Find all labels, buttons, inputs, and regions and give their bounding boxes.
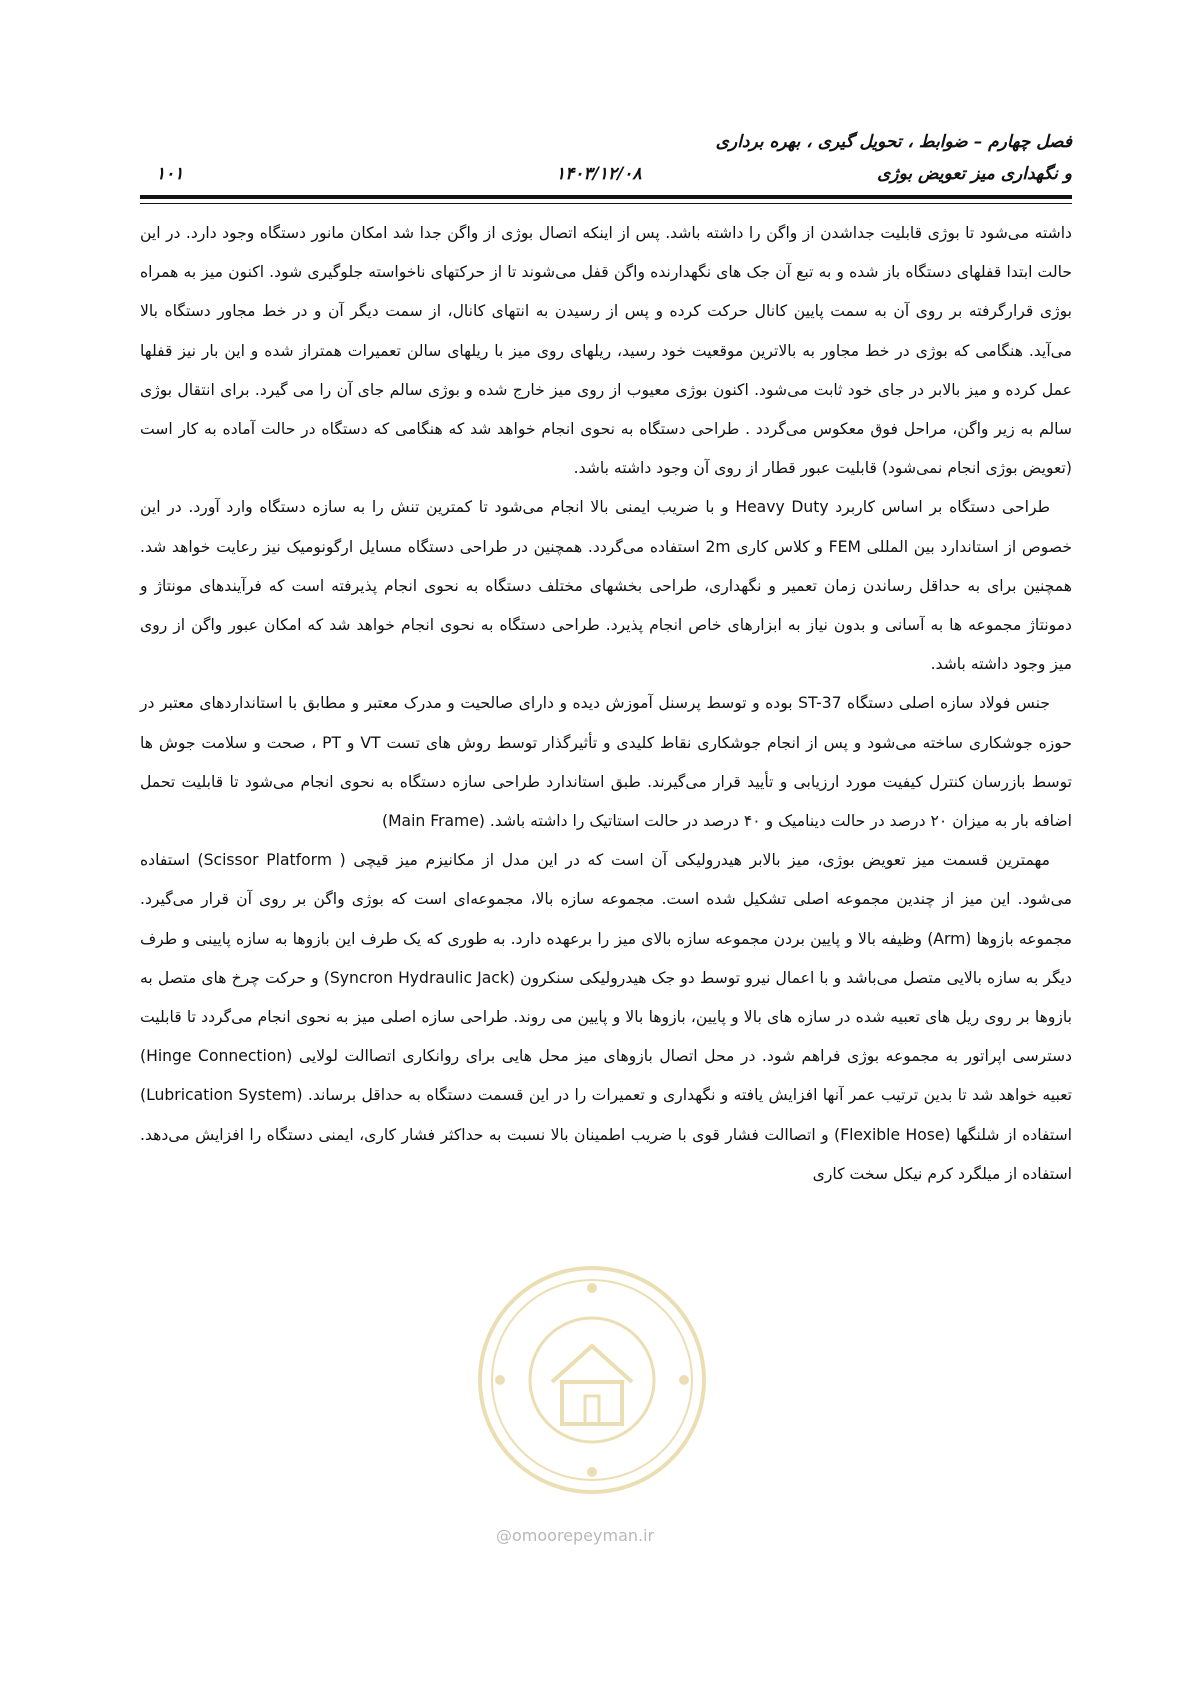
watermark-url: @omoorepeyman.ir [496,1526,655,1545]
watermark-seal-icon [474,1262,710,1498]
header-rule-thick [140,195,1072,199]
paragraph-2: طراحی دستگاه بر اساس کاربرد Heavy Duty و با ضریب ایمنی بالا انجام می‌شود تا کمترین تنش را به سازه دستگاه وارد آورد. در این خصوص از استاندارد بین المللی FEM و کلاس کاری 2m استفاده می‌گردد. همچنین در طراحی دستگاه مسایل ارگونومیک نیز رعایت خواهد شد. همچنین برای به حداقل رساندن زمان تعمیر و نگهداری، طراحی بخشهای مختلف دستگاه به نحوی انجام پذیرفته است که فرآیندهای مونتاژ و دمونتاژ مجموعه ها به آسانی و بدون نیاز به ابزارهای خاص انجام پذیرد. طراحی دستگاه به نحوی انجام خواهد شد که امکان عبور واگن از روی میز وجود داشته باشد. [140,498,1072,674]
header-title-line1: فصل چهارم – ضوابط ، تحویل گیری ، بهره برداری [715,132,1072,152]
paragraph-3: جنس فولاد سازه اصلی دستگاه ST-37 بوده و توسط پرسنل آموزش دیده و دارای صالحیت و مدرک معتبر و مطابق با استانداردهای معتبر در حوزه جوشکاری ساخته می‌شود و پس از انجام جوشکاری نقاط کلیدی و تأثیرگذار توسط روش های تست VT و PT ، صحت و سلامت جوش ها توسط بازرسان کنترل کیفیت مورد ارزیابی و تأیید قرار می‌گیرند. طبق استاندارد طراحی سازه دستگاه به نحوی انجام می‌شود تا قابلیت تحمل اضافه بار به میزان ۲۰ درصد در حالت دینامیک و ۴۰ درصد در حالت استاتیک را داشته باشد. (Main Frame) [140,694,1072,831]
body-text [140,214,1072,1194]
paragraph-1: داشته می‌شود تا بوژی قابلیت جداشدن از واگن را داشته باشد. پس از اینکه اتصال بوژی از واگن جدا شد امکان مانور دستگاه وجود دارد. در این حالت ابتدا قفلهای دستگاه باز شده و به تبع آن جک های نگهدارنده واگن قفل می‌شوند تا از حرکتهای ناخواسته جلوگیری شود. اکنون میز به همراه بوژی قرارگرفته بر روی آن به سمت پایین کانال حرکت کرده و پس از رسیدن به انتهای کانال، از سمت دیگر آن و در خط مجاور دستگاه بالا می‌آید. هنگامی که بوژی در خط مجاور به بالاترین موقعیت خود رسید، ریلهای روی میز با ریلهای سالن تعمیرات همتراز شده و این بار نیز قفلها عمل کرده و میز بالابر در جای خود ثابت می‌شود. اکنون بوژی معیوب از روی میز خارج شده و بوژی سالم جای آن را می گیرد. برای انتقال بوژی سالم به زیر واگن، مراحل فوق معکوس می‌گردد . طراحی دستگاه به نحوی انجام خواهد شد که هنگامی که دستگاه در حالت آماده به کار است (تعویض بوژی انجام نمی‌شود) قابلیت عبور قطار از روی آن وجود داشته باشد. [140,224,1072,478]
page-number: ۱۰۱ [156,164,184,184]
page-header [140,122,1072,202]
header-title-line2: و نگهداری میز تعویض بوژی [877,164,1072,184]
header-rule-thin [140,203,1072,204]
header-date: ۱۴۰۳/۱۲/۰۸ [556,164,642,184]
paragraph-4: مهمترین قسمت میز تعویض بوژی، میز بالابر هیدرولیکی آن است که در این مدل از مکانیزم میز قیچی ( Scissor Platform) استفاده می‌شود. این میز از چندین مجموعه اصلی تشکیل شده است. مجموعه سازه بالا، مجموعه‌ای است که بوژی واگن بر روی آن قرار می‌گیرد. مجموعه بازوها (Arm) وظیفه بالا و پایین بردن مجموعه سازه بالای میز را برعهده دارد. به طوری که یک طرف این بازوها به سازه پایینی و طرف دیگر به سازه بالایی متصل می‌باشد و با اعمال نیرو توسط دو جک هیدرولیکی سنکرون (Syncron Hydraulic Jack) و حرکت چرخ های متصل به بازوها بر روی ریل های تعبیه شده در سازه های بالا و پایین، بازوها بالا و پایین می روند. طراحی سازه اصلی میز به نحوی انجام می‌گردد تا قابلیت دسترسی اپراتور به مجموعه بوژی فراهم شود. در محل اتصال بازوهای میز محل هایی برای روانکاری اتصاالت لولایی (Hinge Connection) تعبیه خواهد شد تا بدین ترتیب عمر آنها افزایش یافته و نگهداری و تعمیرات را در این قسمت دستگاه به حداقل برساند. (Lubrication System) استفاده از شلنگها (Flexible Hose) و اتصاالت فشار قوی با ضریب اطمینان بالا نسبت به حداکثر فشار کاری، ایمنی دستگاه را افزایش می‌دهد. استفاده از میلگرد کرم نیکل سخت کاری [140,851,1073,1183]
